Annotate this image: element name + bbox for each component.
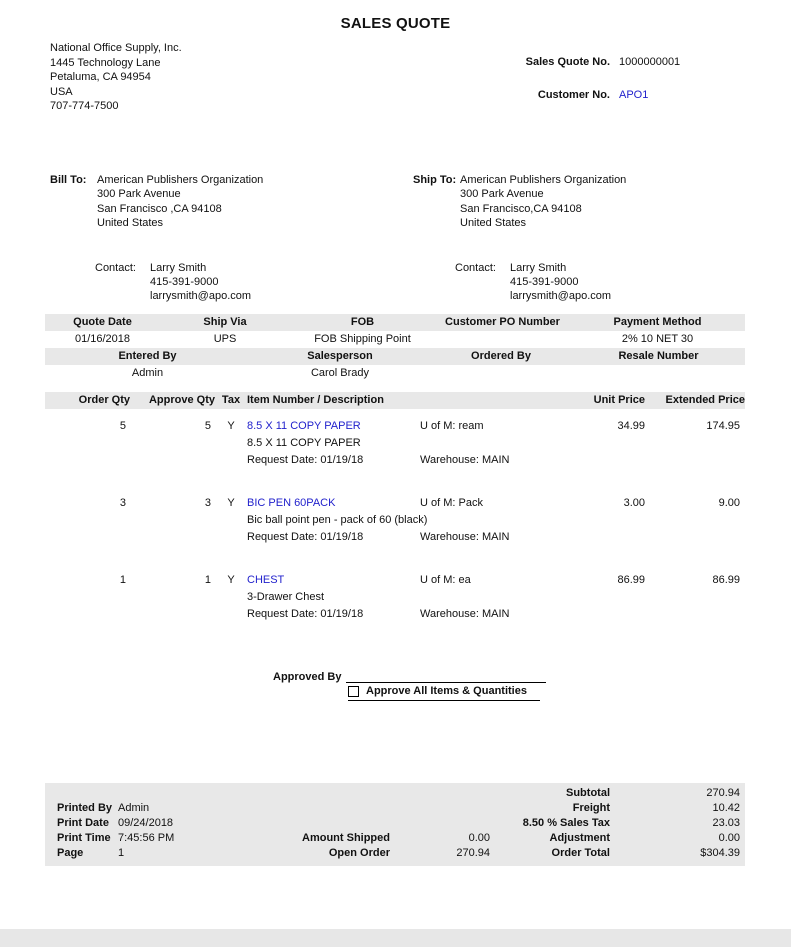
customer-no-link[interactable]: APO1 [619, 89, 649, 101]
ship-to-country: United States [460, 217, 527, 230]
ship-to-contact-lines [510, 261, 611, 304]
company-address-line1: 1445 Technology Lane [50, 56, 161, 69]
request-date-text: Request Date: 01/19/18 [247, 454, 364, 466]
company-name: National Office Supply, Inc. [50, 42, 182, 54]
shipped-info-block [295, 786, 490, 861]
order-info-table [45, 314, 745, 382]
uom-text: U of M: ream [420, 420, 484, 432]
page-number-value: 1 [118, 847, 125, 859]
ordered-by-value [430, 365, 572, 382]
col-header-ship-via: Ship Via [203, 316, 247, 328]
approve-qty-value: 3 [204, 497, 211, 509]
salesperson-value: Carol Brady [310, 367, 370, 379]
line-item-row [45, 495, 745, 546]
print-time-label: Print Time [57, 832, 111, 844]
printed-by-value: Admin [118, 802, 150, 814]
tax-flag: Y [227, 574, 235, 586]
item-description: 3-Drawer Chest [247, 591, 325, 603]
bill-to-country: United States [97, 217, 164, 230]
bill-to-contact-phone: 415-391-9000 [150, 276, 219, 289]
line-items-table [45, 392, 745, 623]
sales-quote-no-value: 1000000001 [619, 56, 681, 68]
open-order-label: Open Order [328, 847, 390, 859]
line-item-row [45, 572, 745, 623]
order-info-header-row2 [45, 348, 745, 365]
bill-to-address-line2: San Francisco ,CA 94108 [97, 202, 222, 215]
unit-price-value: 3.00 [623, 497, 645, 509]
page-title: SALES QUOTE [340, 15, 451, 32]
order-info-values-row1 [45, 331, 745, 348]
col-header-unit-price: Unit Price [593, 394, 645, 406]
extended-price-value: 86.99 [712, 574, 740, 586]
item-description: 8.5 X 11 COPY PAPER [247, 437, 361, 449]
ship-via-value: UPS [213, 333, 237, 345]
bill-to-address-line1: 300 Park Avenue [97, 188, 181, 201]
col-header-quote-date: Quote Date [73, 316, 132, 328]
customer-no-label: Customer No. [537, 89, 610, 101]
subtotal-label: Subtotal [566, 787, 610, 799]
ship-to-contact-phone: 415-391-9000 [510, 276, 579, 289]
extended-price-value: 9.00 [718, 497, 740, 509]
item-number-link[interactable]: CHEST [247, 574, 285, 586]
quote-reference-block [510, 56, 680, 101]
order-qty-value: 3 [119, 497, 126, 509]
customer-no-row [510, 89, 680, 101]
printed-by-label: Printed By [57, 802, 113, 814]
freight-label: Freight [572, 802, 610, 814]
print-date-label: Print Date [57, 817, 109, 829]
bill-to-contact-name: Larry Smith [150, 261, 207, 274]
bill-to-label: Bill To: [50, 174, 87, 186]
col-header-item-description: Item Number / Description [247, 394, 384, 406]
bill-to-contact-lines [150, 261, 251, 304]
line-item-row [45, 418, 745, 469]
col-header-payment-method: Payment Method [613, 316, 702, 328]
col-header-customer-po: Customer PO Number [445, 316, 560, 328]
line-items-header-row [45, 392, 745, 409]
order-total-label: Order Total [551, 847, 610, 859]
ship-to-address-lines [460, 173, 626, 231]
uom-text: U of M: ea [420, 574, 471, 586]
bill-to-address [50, 173, 395, 231]
sales-quote-no-label: Sales Quote No. [525, 56, 610, 68]
bill-to-name: American Publishers Organization [97, 174, 264, 186]
col-header-extended-price: Extended Price [665, 394, 745, 406]
amount-shipped-label: Amount Shipped [302, 832, 390, 844]
ship-to-section [413, 173, 758, 304]
order-qty-value: 1 [119, 574, 126, 586]
page-bottom-strip [0, 929, 791, 947]
bill-to-contact-label: Contact: [95, 261, 136, 274]
company-address-line2: Petaluma, CA 94954 [50, 71, 151, 83]
approve-qty-value: 5 [204, 420, 211, 432]
approval-section [273, 670, 546, 701]
tax-flag: Y [227, 420, 235, 432]
resale-number-value [572, 365, 745, 382]
col-header-ordered-by: Ordered By [471, 350, 531, 362]
company-phone: 707-774-7500 [50, 100, 119, 112]
subtotal-value: 270.94 [706, 787, 740, 799]
signature-line [346, 670, 546, 683]
order-total-value: $304.39 [700, 847, 740, 859]
col-header-entered-by: Entered By [118, 350, 177, 362]
ship-to-address [413, 173, 758, 231]
warehouse-text: Warehouse: MAIN [420, 608, 510, 620]
print-info-block [45, 786, 295, 861]
uom-text: U of M: Pack [420, 497, 483, 509]
warehouse-text: Warehouse: MAIN [420, 531, 510, 543]
order-info-header-row1 [45, 314, 745, 331]
footer-summary [45, 783, 745, 866]
ship-to-label: Ship To: [413, 174, 457, 186]
item-description: Bic ball point pen - pack of 60 (black) [247, 514, 428, 526]
payment-method-value: 2% 10 NET 30 [621, 333, 694, 345]
sales-quote-no-row [510, 56, 680, 68]
ship-to-address-line1: 300 Park Avenue [460, 188, 544, 201]
print-time-value: 7:45:56 PM [118, 832, 175, 844]
bill-to-contact-email: larrysmith@apo.com [150, 290, 252, 303]
totals-block [490, 786, 745, 861]
warehouse-text: Warehouse: MAIN [420, 454, 510, 466]
approve-all-label: Approve All Items & Quantities [366, 685, 527, 697]
order-qty-value: 5 [119, 420, 126, 432]
ship-to-contact-email: larrysmith@apo.com [510, 290, 612, 303]
customer-po-value [435, 331, 570, 348]
print-date-value: 09/24/2018 [118, 817, 174, 829]
request-date-text: Request Date: 01/19/18 [247, 608, 364, 620]
col-header-resale-number: Resale Number [618, 350, 699, 362]
fob-value: FOB Shipping Point [314, 333, 411, 345]
item-number-link[interactable]: BIC PEN 60PACK [247, 497, 336, 509]
page-number-label: Page [57, 847, 84, 859]
request-date-text: Request Date: 01/19/18 [247, 531, 364, 543]
ship-to-contact [455, 261, 758, 304]
ship-to-address-line2: San Francisco,CA 94108 [460, 202, 582, 215]
bill-to-section [50, 173, 395, 304]
col-header-approve-qty: Approve Qty [148, 394, 215, 406]
col-header-order-qty: Order Qty [78, 394, 130, 406]
unit-price-value: 34.99 [617, 420, 645, 432]
quote-date-value: 01/16/2018 [74, 333, 131, 345]
ship-to-contact-name: Larry Smith [510, 261, 567, 274]
item-number-link[interactable]: 8.5 X 11 COPY PAPER [247, 420, 361, 432]
adjustment-value: 0.00 [718, 832, 740, 844]
company-country: USA [50, 85, 73, 98]
approved-by-label: Approved By [273, 671, 342, 683]
freight-value: 10.42 [712, 802, 740, 814]
sales-tax-label: 8.50 % Sales Tax [522, 817, 610, 829]
adjustment-label: Adjustment [549, 832, 610, 844]
entered-by-value: Admin [131, 367, 164, 379]
bill-to-address-lines [97, 173, 263, 231]
amount-shipped-value: 0.00 [468, 832, 490, 844]
col-header-salesperson: Salesperson [307, 350, 373, 362]
unit-price-value: 86.99 [617, 574, 645, 586]
company-address-block [50, 41, 182, 114]
open-order-value: 270.94 [456, 847, 490, 859]
approve-all-checkbox[interactable] [348, 686, 359, 697]
col-header-fob: FOB [350, 316, 375, 328]
extended-price-value: 174.95 [706, 420, 740, 432]
approve-qty-value: 1 [204, 574, 211, 586]
col-header-tax: Tax [221, 394, 241, 406]
tax-flag: Y [227, 497, 235, 509]
order-info-values-row2 [45, 365, 745, 382]
sales-tax-value: 23.03 [712, 817, 740, 829]
ship-to-contact-label: Contact: [455, 261, 496, 274]
ship-to-name: American Publishers Organization [460, 174, 627, 186]
bill-to-contact [95, 261, 395, 304]
